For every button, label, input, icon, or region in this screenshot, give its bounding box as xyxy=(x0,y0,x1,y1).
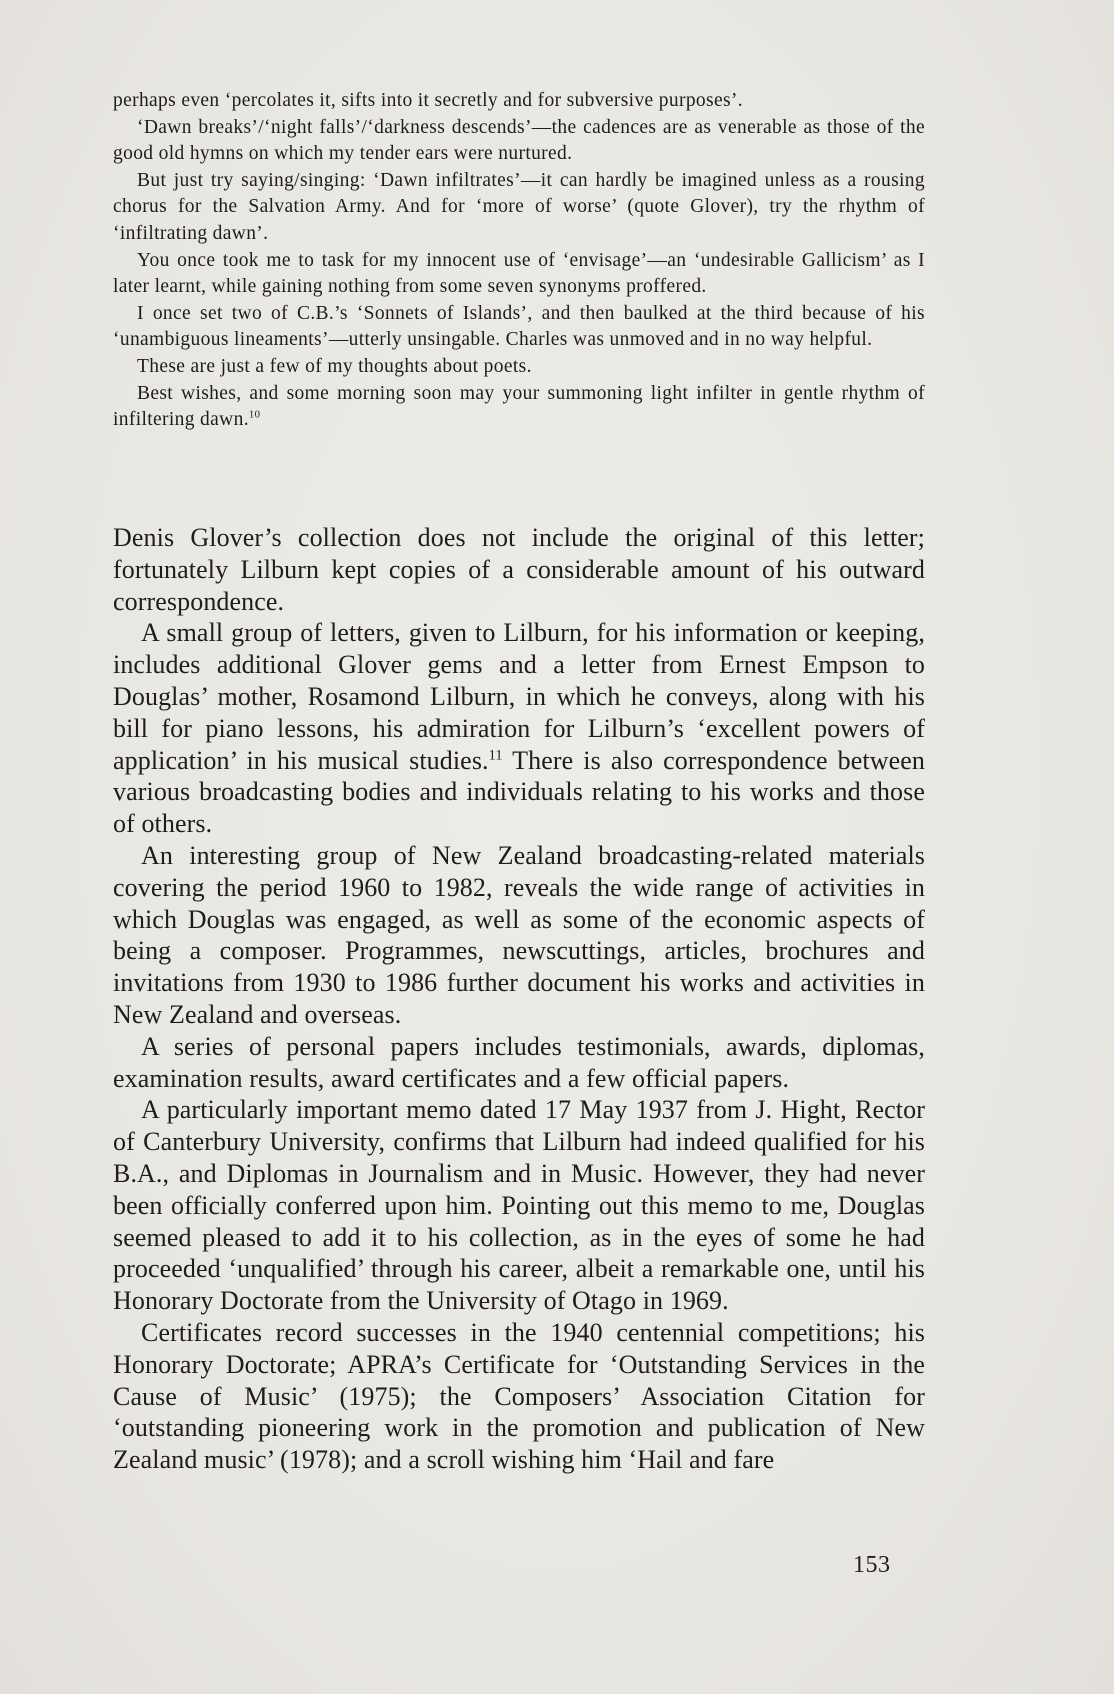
paragraph: Denis Glover’s collection does not include the original of this letter; fortunately Lilburn kept copies of a considerable amount of his outward correspondence. xyxy=(113,523,925,616)
quote-closing xyxy=(113,381,925,434)
quote-line: perhaps even ‘percolates it, sifts into it secretly and for subversive purposes’. xyxy=(113,90,743,111)
letter-quote xyxy=(113,88,925,434)
body-text xyxy=(113,522,925,1476)
paragraph-text: There is also correspondence between various broadcasting bodies and individuals relating to his works and those of others. xyxy=(113,745,925,839)
page-number: 153 xyxy=(853,1552,891,1578)
footnote-ref: 11 xyxy=(488,746,503,763)
quote-line: I once set two of C.B.’s ‘Sonnets of Islands’, and then baulked at the third because of his ‘unambiguous lineaments’—utterly unsingable. Charles was unmoved and in no way helpful. xyxy=(113,302,925,351)
quote-closing-text: Best wishes, and some morning soon may your summoning light infilter in gentle rhythm of infiltering dawn. xyxy=(113,382,925,431)
quote-line: But just try saying/singing: ‘Dawn infiltrates’—it can hardly be imagined unless as a rousing chorus for the Salvation Army. And for ‘more of worse’ (quote Glover), try the rhythm of ‘infiltrating dawn’. xyxy=(113,169,925,244)
paragraph: An interesting group of New Zealand broadcasting-related materials covering the period 1960 to 1982, reveals the wide range of activities in which Douglas was engaged, as well as some of the economic aspects of being a composer. Programmes, newscuttings, articles, brochures and invitations from 1930 to 1986 further document his works and activities in New Zealand and overseas. xyxy=(113,840,925,1029)
footnote-ref: 10 xyxy=(248,408,261,421)
paragraph: A particularly important memo dated 17 May 1937 from J. Hight, Rector of Canterbury University, confirms that Lilburn had indeed qualified for his B.A., and Diplomas in Journalism and in Music. However, they had never been officially conferred upon him. Pointing out this memo to me, Douglas seemed pleased to add it to his collection, as in the eyes of some he had proceeded ‘unqualified’ through his career, albeit a remarkable one, until his Honorary Doctorate from the University of Otago in 1969. xyxy=(113,1095,925,1316)
paragraph: Certificates record successes in the 1940 centennial competitions; his Honorary Doctorate; APRA’s Certificate for ‘Outstanding Services in the Cause of Music’ (1975); the Composers’ Association Citation for ‘outstanding pioneering work in the promotion and publication of New Zealand music’ (1978); and a scroll wishing him ‘Hail and fare xyxy=(113,1317,925,1475)
quote-line: ‘Dawn breaks’/‘night falls’/‘darkness descends’—the cadences are as venerable as those of the good old hymns on which my tender ears were nurtured. xyxy=(113,116,925,165)
paragraph-text: A small group of letters, given to Lilburn, for his information or keeping, includes additional Glover gems and a letter from Ernest Empson to Douglas’ mother, Rosamond Lilburn, in which he conveys, along with his bill for piano lessons, his admiration for Lilburn’s ‘excellent powers of application’ in his musical studies. xyxy=(113,618,925,775)
quote-line: These are just a few of my thoughts about poets. xyxy=(137,355,532,377)
paragraph xyxy=(113,617,925,840)
quote-line: You once took me to task for my innocent use of ‘envisage’—an ‘undesirable Gallicism’ as I later learnt, while gaining nothing from some seven synonyms proffered. xyxy=(113,249,925,298)
paragraph: A series of personal papers includes testimonials, awards, diplomas, examination results, award certificates and a few official papers. xyxy=(113,1031,925,1093)
